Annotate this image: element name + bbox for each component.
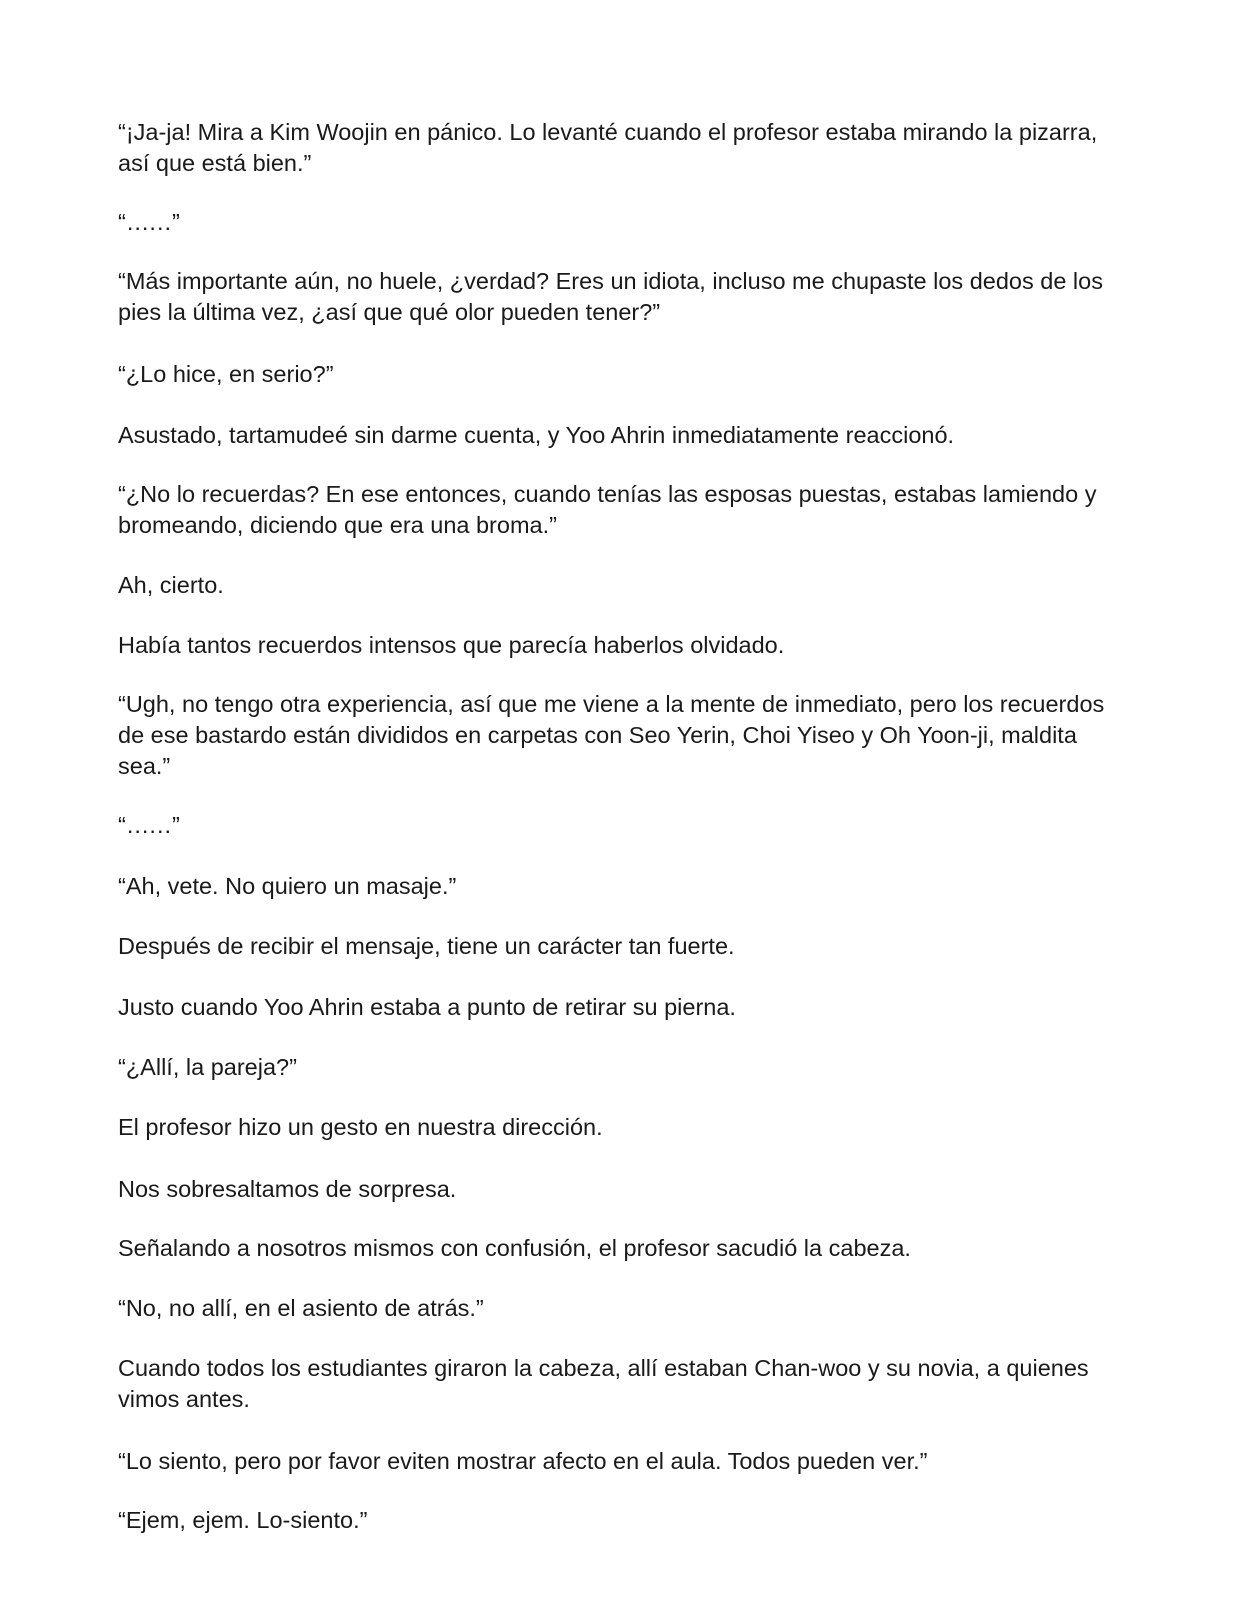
paragraph: “Lo siento, pero por favor eviten mostrar afecto en el aula. Todos pueden ver.” <box>118 1448 928 1474</box>
paragraph: “......” <box>118 812 181 838</box>
paragraph: “Ejem, ejem. Lo-siento.” <box>118 1507 368 1533</box>
paragraph: “¿No lo recuerdas? En ese entonces, cuando tenías las esposas puestas, estabas lamiendo y bromeando, diciendo que era una broma.” <box>118 481 1097 538</box>
paragraph: “Ah, vete. No quiero un masaje.” <box>118 873 457 899</box>
paragraph: “......” <box>118 209 181 235</box>
paragraph: “¿Lo hice, en serio?” <box>118 361 334 387</box>
paragraph: Nos sobresaltamos de sorpresa. <box>118 1176 457 1202</box>
paragraph: Ah, cierto. <box>118 572 224 598</box>
paragraph: Señalando a nosotros mismos con confusión, el profesor sacudió la cabeza. <box>118 1235 911 1261</box>
paragraph: Justo cuando Yoo Ahrin estaba a punto de retirar su pierna. <box>118 994 736 1020</box>
paragraph: “¿Allí, la pareja?” <box>118 1054 297 1080</box>
paragraph: Asustado, tartamudeé sin darme cuenta, y Yoo Ahrin inmediatamente reaccionó. <box>118 422 955 448</box>
paragraph: Cuando todos los estudiantes giraron la cabeza, allí estaban Chan-woo y su novia, a quienes vimos antes. <box>118 1355 1089 1412</box>
paragraph: Después de recibir el mensaje, tiene un carácter tan fuerte. <box>118 933 735 959</box>
paragraph: El profesor hizo un gesto en nuestra dirección. <box>118 1114 603 1140</box>
paragraph: “Más importante aún, no huele, ¿verdad? Eres un idiota, incluso me chupaste los dedos de los pies la última vez, ¿así que qué olor pueden tener?” <box>118 268 1103 325</box>
paragraph: “No, no allí, en el asiento de atrás.” <box>118 1295 484 1321</box>
paragraph: Había tantos recuerdos intensos que parecía haberlos olvidado. <box>118 632 785 658</box>
paragraph: “¡Ja-ja! Mira a Kim Woojin en pánico. Lo levanté cuando el profesor estaba mirando la pizarra, así que está bien.” <box>118 119 1098 176</box>
paragraph: “Ugh, no tengo otra experiencia, así que me viene a la mente de inmediato, pero los recuerdos de ese bastardo están divididos en carpetas con Seo Yerin, Choi Yiseo y Oh Yoon-ji, maldita sea.” <box>118 691 1105 779</box>
